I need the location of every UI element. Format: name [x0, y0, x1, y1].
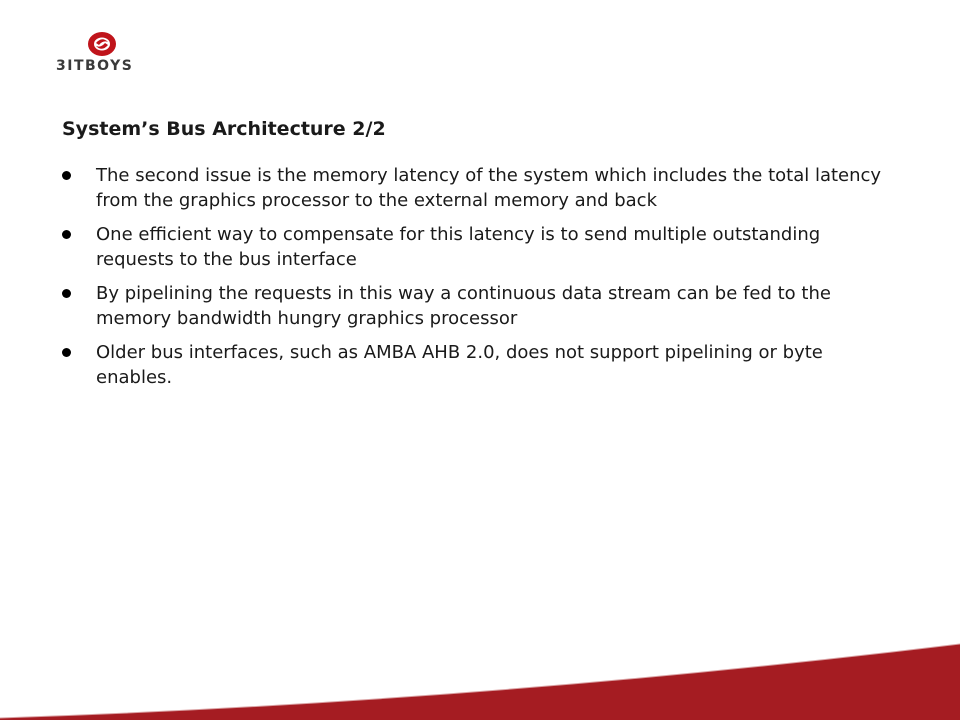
bullet-item [62, 222, 902, 272]
bullet-item [62, 340, 902, 390]
bullet-dot-icon [62, 230, 71, 239]
bullet-text: One efficient way to compensate for this latency is to send multiple outstanding requests to the bus interface [96, 224, 821, 270]
bitboys-wordmark: 3ITBOYS [56, 58, 134, 74]
bitboys-logo-icon [86, 30, 118, 58]
bullet-text: By pipelining the requests in this way a continuous data stream can be fed to the memory bandwidth hungry graphics processor [96, 283, 831, 329]
bullet-dot-icon [62, 171, 71, 180]
bullet-dot-icon [62, 348, 71, 357]
slide-title: System’s Bus Architecture 2/2 [62, 118, 386, 140]
bullet-list [62, 163, 902, 399]
bullet-item [62, 281, 902, 331]
bullet-text: The second issue is the memory latency of the system which includes the total latency from the graphics processor to the external memory and back [96, 165, 882, 211]
bullet-item [62, 163, 902, 213]
bullet-dot-icon [62, 289, 71, 298]
bitboys-logo [56, 30, 146, 80]
bullet-text: Older bus interfaces, such as AMBA AHB 2.0, does not support pipelining or byte enables. [96, 342, 823, 388]
footer-swoosh [0, 640, 960, 720]
